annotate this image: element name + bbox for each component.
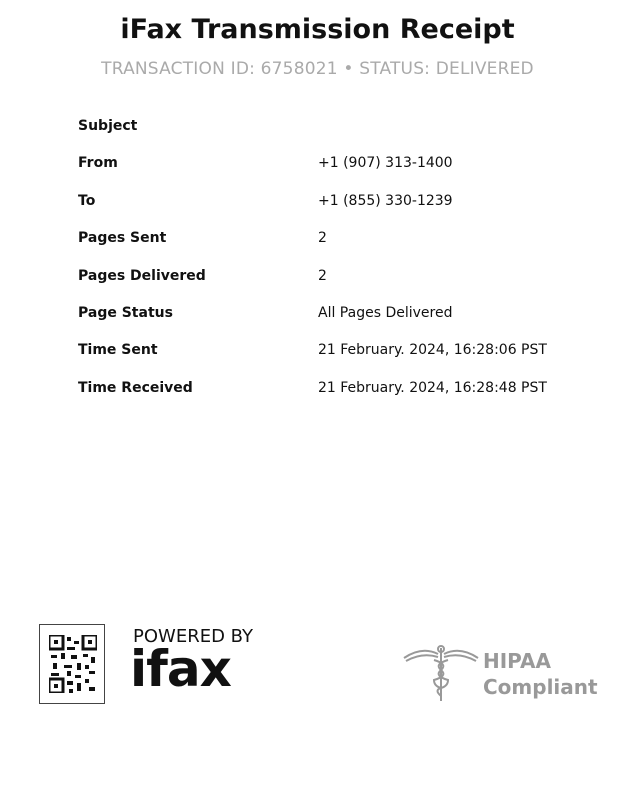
detail-value: +1 (855) 330-1239 xyxy=(318,192,453,209)
detail-label: To xyxy=(78,192,96,209)
detail-label: Subject xyxy=(78,118,138,134)
hipaa-badge xyxy=(483,648,598,700)
detail-value: 21 February. 2024, 16:28:06 PST xyxy=(318,342,547,359)
qr-code xyxy=(39,624,105,704)
detail-label: Page Status xyxy=(78,305,173,321)
page-title: iFax Transmission Receipt xyxy=(120,14,515,45)
powered-by-label: POWERED BY xyxy=(133,626,254,647)
detail-label: Pages Delivered xyxy=(78,267,206,284)
detail-label: Pages Sent xyxy=(78,230,167,247)
detail-value: 2 xyxy=(318,267,327,284)
compliant-label: Compliant xyxy=(483,675,598,699)
detail-value: 2 xyxy=(318,230,327,247)
caduceus-icon xyxy=(402,644,480,702)
ifax-logo: ifax xyxy=(130,640,231,698)
detail-label: From xyxy=(78,155,118,172)
detail-value: 21 February. 2024, 16:28:48 PST xyxy=(318,379,547,396)
detail-label: Time Received xyxy=(78,379,193,396)
detail-value: +1 (907) 313-1400 xyxy=(318,155,453,172)
detail-label: Time Sent xyxy=(78,342,158,359)
transaction-subtitle: TRANSACTION ID: 6758021 • STATUS: DELIVERED xyxy=(101,59,534,79)
hipaa-label: HIPAA xyxy=(483,649,551,673)
detail-value: All Pages Delivered xyxy=(318,305,453,321)
qr-code-icon xyxy=(49,635,97,693)
